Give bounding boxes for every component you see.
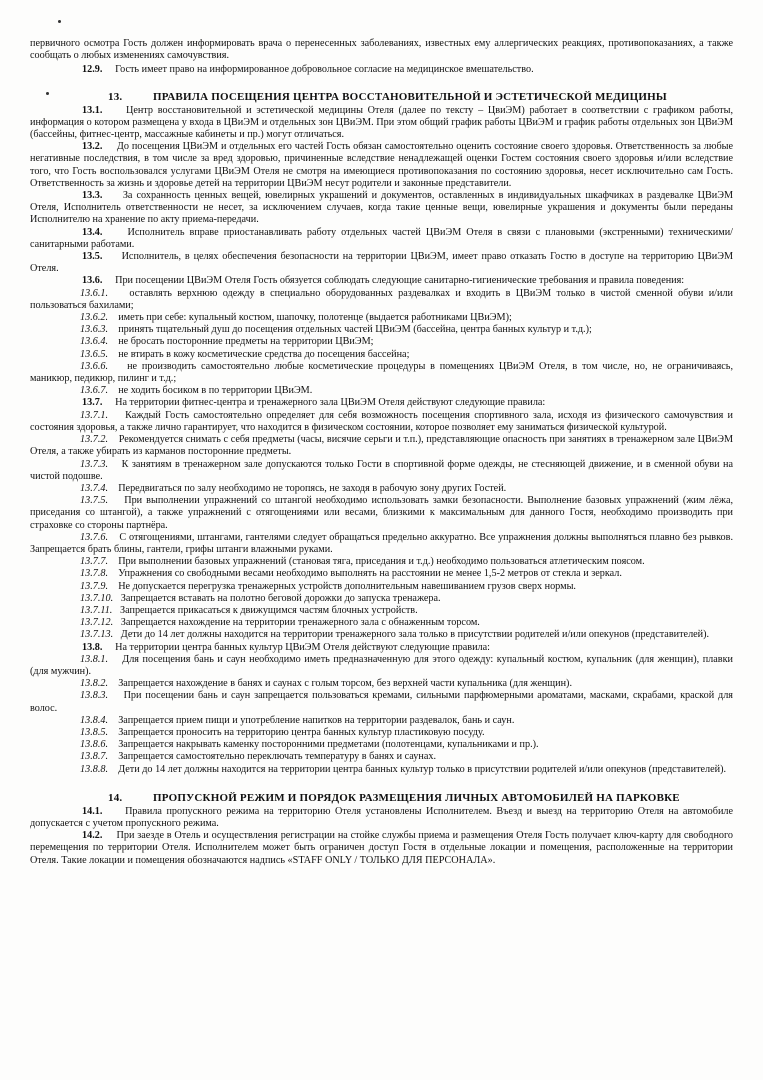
- subclause-13-6-5: [30, 349, 733, 361]
- paragraph-12-9: [30, 64, 733, 76]
- paragraph-13-8: [30, 642, 733, 654]
- subclause-text: Запрещается вставать на полотно беговой дорожки до запуска тренажера.: [120, 592, 441, 604]
- subclause-number: 13.8.7.: [80, 751, 109, 763]
- subclause-13-6-3: [30, 324, 733, 336]
- paragraph-13-4: [30, 227, 733, 251]
- scan-speck: [46, 92, 49, 95]
- clause-number: 14.2.: [82, 830, 103, 842]
- paragraph-13-2: [30, 141, 733, 190]
- subclause-text: Запрещается накрывать каменку посторонними предметами (полотенцами, купальниками и пр.).: [118, 739, 539, 751]
- subclause-number: 13.7.6.: [80, 531, 109, 543]
- clause-number: 13.5.: [82, 251, 103, 263]
- subclause-13-7-5: [30, 495, 733, 532]
- scan-speck: [58, 20, 61, 23]
- subclause-number: 13.6.2.: [80, 312, 109, 324]
- subclause-number: 13.6.5.: [80, 348, 109, 360]
- subclause-text: оставлять верхнюю одежду в специально оборудованных раздевалках и входить в ЦВиЭМ только в чистой сменной обуви и/или пользоваться бахилами;: [30, 287, 733, 311]
- subclause-13-7-11: [30, 605, 733, 617]
- subclause-number: 13.7.10.: [80, 592, 114, 604]
- clause-text: До посещения ЦВиЭМ и отдельных его частей Гость обязан самостоятельно оценить состояние своего здоровья. Ответственность за любые негативные последствия, в том числе за вред здоровью, причиненные вследствие ненадлежащей оценки Гостем состояния своего здоровья и/или вследствие того, что Гость воспользовался услугами ЦВиЭМ Отеля не смотря на имеющиеся противопоказания по состоянию здоровья, несет исключительно сам Гость. Ответственность за жизнь и здоровье детей на территории ЦВиЭМ несут родители и законные представители.: [30, 141, 734, 189]
- subclause-text: не производить самостоятельно любые косметические процедуры в помещениях ЦВиЭМ Отеля, в том числе, но, не ограничиваясь, маникюр, педикюр, пилинг и т.д.;: [30, 360, 733, 385]
- subclause-13-8-7: [30, 751, 733, 763]
- clause-number: 12.9.: [82, 64, 103, 76]
- subclause-number: 13.7.13.: [80, 629, 114, 641]
- subclause-13-6-1: [30, 288, 733, 312]
- clause-number: 13.2.: [82, 141, 103, 153]
- subclause-text: не втирать в кожу косметические средства до посещения бассейна;: [118, 348, 410, 360]
- subclause-number: 13.7.7.: [80, 556, 109, 568]
- subclause-number: 13.8.1.: [80, 653, 109, 665]
- subclause-text: Запрещается самостоятельно переключать температуру в банях и саунах.: [118, 751, 436, 763]
- clause-text: На территории фитнес-центра и тренажерного зала ЦВиЭМ Отеля действуют следующие правила:: [115, 397, 546, 409]
- subclause-number: 13.7.3.: [80, 458, 109, 470]
- subclause-13-8-4: [30, 715, 733, 727]
- subclause-13-7-1: [30, 410, 733, 434]
- clause-number: 13.3.: [82, 190, 103, 202]
- subclause-number: 13.7.4.: [80, 482, 109, 494]
- subclause-number: 13.6.6.: [80, 360, 109, 372]
- subclause-13-8-8: [30, 764, 733, 776]
- paragraph-13-3: [30, 190, 733, 227]
- section-title: ПРАВИЛА ПОСЕЩЕНИЯ ЦЕНТРА ВОССТАНОВИТЕЛЬНОЙ И ЭСТЕТИЧЕСКОЙ МЕДИЦИНЫ: [153, 90, 667, 103]
- subclause-13-8-1: [30, 654, 733, 678]
- subclause-text: Запрещается нахождение на территории тренажерного зала с обнаженным торсом.: [120, 617, 480, 629]
- subclause-number: 13.6.3.: [80, 324, 109, 336]
- paragraph-13-7: [30, 397, 733, 409]
- subclause-text: При выполнении упражнений со штангой необходимо использовать замки безопасности. Выполнение базовых упражнений (жим лёжа, приседания со штангой), а также упражнений с отягощениями или весами, близкими к максимальным для данного Гостя, необходимо производить при страховке со стороны партнёра.: [30, 495, 734, 531]
- subclause-text: Не допускается перегрузка тренажерных устройств дополнительным навешиванием грузов сверх нормы.: [118, 580, 576, 592]
- clause-text: Правила пропускного режима на территорию Отеля установлены Исполнителем. Въезд и выезд на территорию Отеля на автомобиле допускается с учетом пропускного режима.: [30, 805, 733, 829]
- clause-text: Исполнитель, в целях обеспечения безопасности на территории ЦВиЭМ, имеет право отказать Гостю в доступе на территорию ЦВиЭМ Отеля.: [30, 251, 734, 275]
- subclause-number: 13.6.1.: [80, 287, 109, 299]
- subclause-number: 13.8.6.: [80, 739, 109, 751]
- subclause-text: Рекомендуется снимать с себя предметы (часы, висячие серьги и т.п.), представляющие опасность при занятиях в тренажерном зале ЦВиЭМ Отеля, а также убирать из карманов посторонние предметы.: [30, 434, 734, 458]
- clause-text: Центр восстановительной и эстетической медицины Отеля (далее по тексту – ЦвиЭМ) работает в соответствии с графиком работы, информация о котором размещена у входа в ЦВиЭМ и отдельных зон ЦВиЭМ. При этом общий график работы ЦВиЭМ и график работы отдельных зон ЦВиЭМ (бассейны, фитнес-центр, массажные кабинеты и пр.) могут отличаться.: [30, 104, 734, 141]
- intro-paragraph: первичного осмотра Гость должен информировать врача о перенесенных заболеваниях, известных ему аллергических реакциях, противопоказаниях, а также сообщать о любых изменениях самочувствия.: [30, 38, 733, 62]
- paragraph-14-2: [30, 830, 733, 867]
- subclause-13-7-13: [30, 629, 733, 641]
- subclause-13-6-7: [30, 385, 733, 397]
- clause-text: За сохранность ценных вещей, ювелирных украшений и документов, оставленных в индивидуальных шкафчиках в раздевалке ЦВиЭМ Отеля, Исполнитель ответственности не несет, за исключением случаев, когда такие ценные вещи, ювелирные украшения и документы были переданы Исполнителю на хранение по акту приема-передачи.: [30, 190, 734, 226]
- paragraph-13-6: [30, 275, 733, 287]
- subclause-text: Каждый Гость самостоятельно определяет для себя возможность посещения спортивного зала, исходя из физического самочувствия и состояния здоровья, а также лично гарантирует, что находится в физическом состоянии, которое позволяет ему заниматься физической культурой.: [30, 409, 734, 433]
- clause-text: Исполнитель вправе приостанавливать работу отдельных частей ЦВиЭМ Отеля в связи с плановыми (экстренными) техническими/санитарными работами.: [30, 226, 733, 250]
- clause-number: 13.1.: [82, 104, 103, 116]
- subclause-number: 13.7.5.: [80, 495, 109, 507]
- subclause-text: Запрещается проносить на территорию центра банных культур пластиковую посуду.: [118, 726, 485, 738]
- clause-text: При посещении ЦВиЭМ Отеля Гость обязуется соблюдать следующие санитарно-гигиенические требования и правила поведения:: [115, 275, 685, 287]
- subclause-number: 13.8.5.: [80, 726, 109, 738]
- subclause-13-7-8: [30, 568, 733, 580]
- subclause-number: 13.7.9.: [80, 580, 109, 592]
- paragraph-14-1: [30, 806, 733, 830]
- clause-number: 14.1.: [82, 805, 103, 817]
- subclause-text: Дети до 14 лет должны находится на территории тренажерного зала только в присутствии родителей и/или опекунов (представителей).: [120, 629, 710, 641]
- subclause-number: 13.8.8.: [80, 763, 109, 775]
- subclause-number: 13.6.7.: [80, 385, 109, 397]
- subclause-number: 13.7.1.: [80, 409, 109, 421]
- subclause-number: 13.8.4.: [80, 714, 109, 726]
- section-13-heading: [30, 91, 733, 103]
- subclause-13-8-5: [30, 727, 733, 739]
- subclause-text: Запрещается прием пищи и употребление напитков на территории раздевалок, бань и саун.: [118, 714, 515, 726]
- subclause-text: не бросать посторонние предметы на территории ЦВиЭМ;: [118, 336, 374, 348]
- clause-number: 13.4.: [82, 226, 103, 238]
- clause-text: Гость имеет право на информированное добровольное согласие на медицинское вмешательство.: [115, 64, 534, 76]
- subclause-text: Запрещается нахождение в банях и саунах с голым торсом, без верхней части купальника (для женщин).: [118, 678, 572, 690]
- subclause-text: не ходить босиком в по территории ЦВиЭМ.: [118, 385, 313, 397]
- subclause-text: С отягощениями, штангами, гантелями следует обращаться предельно аккуратно. Все упражнения должны выполняться плавно без рывков. Запрещается брать блины, гантели, грифы штанги влажными руками.: [30, 531, 734, 555]
- subclause-13-6-6: [30, 361, 733, 385]
- subclause-text: Запрещается прикасаться к движущимся частям блочных устройств.: [120, 604, 418, 616]
- subclause-number: 13.6.4.: [80, 336, 109, 348]
- subclause-number: 13.7.12.: [80, 617, 114, 629]
- section-number: 13.: [108, 90, 123, 103]
- subclause-13-6-4: [30, 336, 733, 348]
- subclause-text: Передвигаться по залу необходимо не торопясь, не заходя в рабочую зону других Гостей.: [118, 482, 507, 494]
- subclause-13-7-4: [30, 483, 733, 495]
- paragraph-13-5: [30, 251, 733, 275]
- clause-text: На территории центра банных культур ЦВиЭМ Отеля действуют следующие правила:: [115, 641, 490, 653]
- subclause-number: 13.7.8.: [80, 568, 109, 580]
- subclause-text: принять тщательный душ до посещения отдельных частей ЦВиЭМ (бассейна, центра банных культур и т.д.);: [118, 324, 592, 336]
- subclause-text: При посещении бань и саун запрещается пользоваться кремами, сильными парфюмерными ароматами, масками, скрабами, краской для волос.: [30, 690, 733, 714]
- subclause-13-8-2: [30, 678, 733, 690]
- subclause-13-8-6: [30, 739, 733, 751]
- subclause-13-6-2: [30, 312, 733, 324]
- subclause-text: Для посещения бань и саун необходимо иметь предназначенную для этого одежду: купальный костюм, купальник (для женщин), плавки (для мужчин).: [30, 653, 734, 677]
- clause-number: 13.6.: [82, 275, 103, 287]
- subclause-13-7-2: [30, 434, 733, 458]
- clause-text: При заезде в Отель и осуществления регистрации на стойке службы приема и размещения Отеля Гость получает ключ-карту для свободного перемещения по территории Отеля. Исполнителем может быть ограничен доступ Гостя в отдельные локации и помещения, расположенные на территории Отеля. Такие локации и помещения обозначаются надпись «STAFF ONLY / ТОЛЬКО ДЛЯ ПЕРСОНАЛА».: [30, 830, 734, 866]
- subclause-number: 13.7.11.: [80, 604, 113, 616]
- subclause-text: При выполнении базовых упражнений (становая тяга, приседания и т.д.) необходимо пользоваться атлетическим поясом.: [118, 556, 645, 568]
- subclause-number: 13.7.2.: [80, 434, 109, 446]
- paragraph-13-1: [30, 105, 733, 142]
- subclause-13-7-3: [30, 459, 733, 483]
- subclause-text: К занятиям в тренажерном зале допускаются только Гости в спортивной форме одежды, не стесняющей движение, и в сменной обуви на чистой подошве.: [30, 458, 734, 482]
- subclause-13-7-12: [30, 617, 733, 629]
- subclause-number: 13.8.2.: [80, 678, 109, 690]
- subclause-text: Дети до 14 лет должны находится на территории центра банных культур только в присутствии родителей и/или опекунов (представителей).: [118, 763, 727, 775]
- subclause-13-7-6: [30, 532, 733, 556]
- subclause-13-8-3: [30, 690, 733, 714]
- subclause-13-7-7: [30, 556, 733, 568]
- subclause-number: 13.8.3.: [80, 690, 109, 702]
- subclause-text: иметь при себе: купальный костюм, шапочку, полотенце (выдается работниками ЦВиЭМ);: [118, 312, 512, 324]
- subclause-13-7-9: [30, 581, 733, 593]
- section-title: ПРОПУСКНОЙ РЕЖИМ И ПОРЯДОК РАЗМЕЩЕНИЯ ЛИЧНЫХ АВТОМОБИЛЕЙ НА ПАРКОВКЕ: [153, 791, 680, 804]
- section-14-heading: [30, 792, 733, 804]
- subclause-13-7-10: [30, 593, 733, 605]
- clause-number: 13.8.: [82, 641, 103, 653]
- section-number: 14.: [108, 791, 123, 804]
- clause-number: 13.7.: [82, 397, 103, 409]
- subclause-text: Упражнения со свободными весами необходимо выполнять на расстоянии не менее 1,5-2 метров от стекла и зеркал.: [118, 568, 622, 580]
